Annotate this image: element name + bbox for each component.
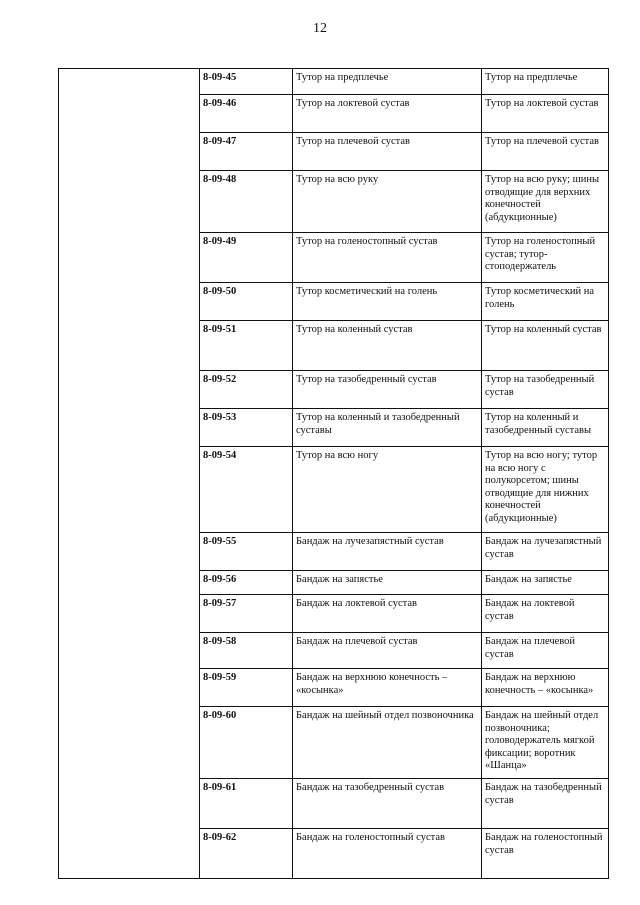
row-name: Бандаж на голеностопный сустав	[293, 829, 482, 879]
row-code: 8-09-47	[200, 133, 293, 171]
page-number: 12	[313, 21, 327, 36]
row-name: Тутор на всю руку	[293, 171, 482, 233]
row-description: Тутор на всю ногу; тутор на всю ногу с полукорсетом; шины отводящие для нижних конечностей (абдукционные)	[482, 447, 609, 533]
row-code: 8-09-52	[200, 371, 293, 409]
row-name: Тутор на коленный и тазобедренный суставы	[293, 409, 482, 447]
row-name: Бандаж на верхнюю конечность – «косынка»	[293, 669, 482, 707]
row-description: Тутор на предплечье	[482, 69, 609, 95]
row-description: Тутор на коленный и тазобедренный суставы	[482, 409, 609, 447]
table-body	[59, 69, 609, 879]
products-table	[58, 68, 609, 879]
row-code: 8-09-55	[200, 533, 293, 571]
row-name: Тутор на всю ногу	[293, 447, 482, 533]
row-description: Тутор на локтевой сустав	[482, 95, 609, 133]
row-description: Тутор на всю руку; шины отводящие для верхних конечностей (абдукционные)	[482, 171, 609, 233]
row-name: Тутор на плечевой сустав	[293, 133, 482, 171]
row-code: 8-09-61	[200, 779, 293, 829]
row-description: Бандаж на лучезапястный сустав	[482, 533, 609, 571]
row-description: Бандаж на верхнюю конечность – «косынка»	[482, 669, 609, 707]
row-name: Бандаж на локтевой сустав	[293, 595, 482, 633]
table-row	[59, 69, 609, 95]
row-code: 8-09-57	[200, 595, 293, 633]
row-name: Тутор на голеностопный сустав	[293, 233, 482, 283]
row-description: Тутор косметический на голень	[482, 283, 609, 321]
row-description: Тутор на плечевой сустав	[482, 133, 609, 171]
row-name: Тутор косметический на голень	[293, 283, 482, 321]
row-description: Тутор на коленный сустав	[482, 321, 609, 371]
row-code: 8-09-56	[200, 571, 293, 595]
row-code: 8-09-53	[200, 409, 293, 447]
row-code: 8-09-59	[200, 669, 293, 707]
row-name: Тутор на тазобедренный сустав	[293, 371, 482, 409]
row-code: 8-09-49	[200, 233, 293, 283]
row-description: Бандаж на шейный отдел позвоночника; головодержатель мягкой фиксации; воротник «Шанца»	[482, 707, 609, 779]
row-code: 8-09-46	[200, 95, 293, 133]
row-name: Бандаж на запястье	[293, 571, 482, 595]
row-name: Бандаж на тазобедренный сустав	[293, 779, 482, 829]
row-name: Бандаж на плечевой сустав	[293, 633, 482, 669]
merged-category-cell	[59, 69, 200, 879]
row-description: Тутор на тазобедренный сустав	[482, 371, 609, 409]
row-code: 8-09-48	[200, 171, 293, 233]
row-description: Бандаж на плечевой сустав	[482, 633, 609, 669]
row-code: 8-09-45	[200, 69, 293, 95]
row-code: 8-09-54	[200, 447, 293, 533]
row-code: 8-09-51	[200, 321, 293, 371]
row-code: 8-09-58	[200, 633, 293, 669]
row-name: Тутор на коленный сустав	[293, 321, 482, 371]
row-code: 8-09-60	[200, 707, 293, 779]
row-code: 8-09-50	[200, 283, 293, 321]
row-name: Тутор на локтевой сустав	[293, 95, 482, 133]
row-description: Бандаж на локтевой сустав	[482, 595, 609, 633]
row-name: Тутор на предплечье	[293, 69, 482, 95]
row-description: Бандаж на тазобедренный сустав	[482, 779, 609, 829]
row-description: Тутор на голеностопный сустав; тутор-стоподержатель	[482, 233, 609, 283]
row-description: Бандаж на запястье	[482, 571, 609, 595]
row-name: Бандаж на шейный отдел позвоночника	[293, 707, 482, 779]
row-description: Бандаж на голеностопный сустав	[482, 829, 609, 879]
row-code: 8-09-62	[200, 829, 293, 879]
row-name: Бандаж на лучезапястный сустав	[293, 533, 482, 571]
